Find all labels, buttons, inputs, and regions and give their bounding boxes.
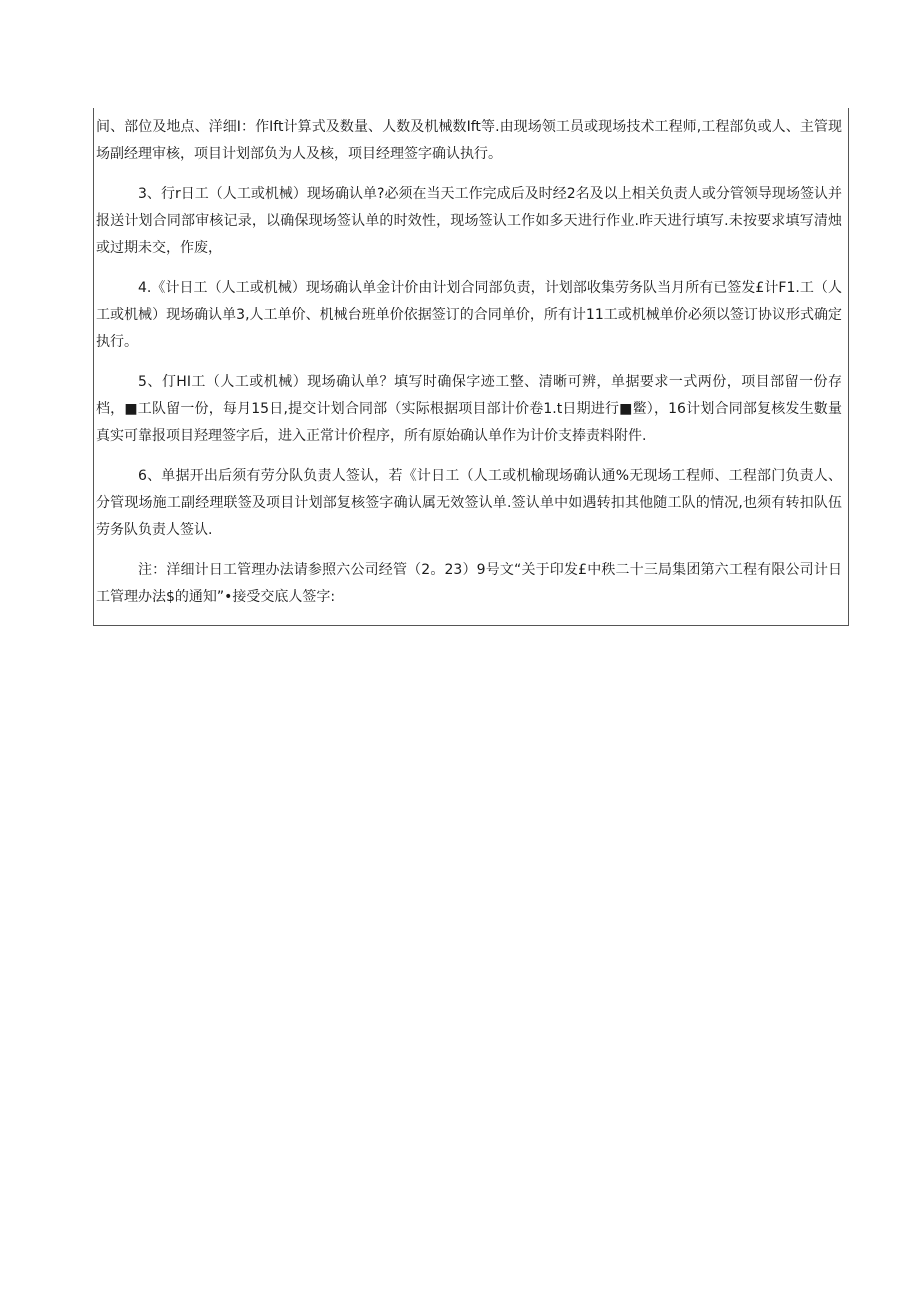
paragraph-item-5: 5、仃HI工（人工或机械）现场确认单？填写时确保字迹工整、清晰可辨，单据要求一式两份，项目部留一份存档，■工队留一份，每月15日,提交计划合同部（实际根据项目部计价卷1.t日期进行■鳖），16计划合同部复核发生數量真实可靠报项目羟理签字后，进入正常计价程序，所有原始确认单作为计价支捧责料附件.: [96, 374, 842, 444]
paragraph-item-4: 4.《计日工（人工或机械）现场确认单金计价由计划合同部负责，计划部收集劳务队当月所有已签发£计F1.工（人工或机械）现场确认单3,人工单价、机械台班单价依据签订的合同单价，所有计11工或机械单价必须以签订协议形式确定执行。: [96, 280, 842, 350]
document-cell: [94, 108, 850, 624]
document-table: [93, 108, 849, 626]
paragraph-note: 注：洋细计日工管理办法请参照六公司经管（2。23）9号文“关于印发£中秩二十三局集团第六工程有限公司计日工管理办法$的通知”•接受交底人签字:: [96, 562, 842, 605]
paragraph-item-3: 3、行r日工（人工或机械）现场确认单?必须在当天工作完成后及时经2名及以上相关负责人或分管领导现场签认并报送计划合同部审核记录，以确保现场签认单的时效性，现场签认工作如多天进行作业.昨天进行填写.未按要求填写清烛或过期未交，作废，: [96, 186, 842, 256]
paragraph-continuation: 间、部位及地点、洋细I：作Ift计算式及数量、人数及机械数Ift等.由现场领工员或现场技术工程师,工程部负或人、主管现场副经理审核，项目计划部负为人及核，项目经理签字确认执行。: [96, 119, 842, 162]
paragraph-item-6: 6、单据开出后须有劳分队负责人签认，若《计日工（人工或机榆现场确认通%无现场工程师、工程部门负责人、分管现场施工副经理联签及项目计划部复核签字确认属无效签认单.签认单中如遇转扣其他随工队的情况,也须有转扣队伍劳务队负责人签认.: [96, 468, 842, 538]
